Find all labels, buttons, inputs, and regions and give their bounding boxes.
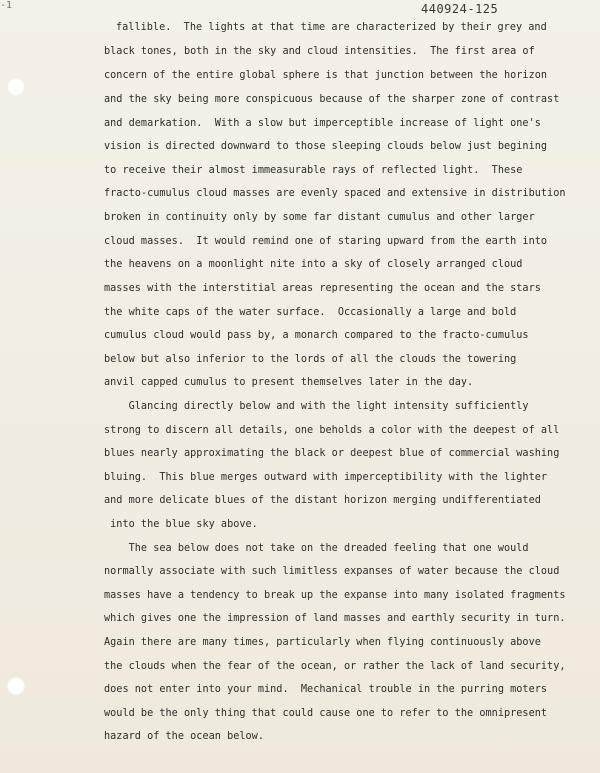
edge-mark: -1 <box>0 0 13 11</box>
text-line: fallible. The lights at that time are characterized by their grey and <box>116 22 547 33</box>
text-line: fracto-cumulus cloud masses are evenly spaced and extensive in distribution <box>104 188 566 199</box>
text-line: Glancing directly below and with the light intensity sufficiently <box>104 401 529 412</box>
text-line: and the sky being more conspicuous because of the sharper zone of contrast <box>104 94 560 105</box>
text-line: broken in continuity only by some far distant cumulus and other larger <box>104 212 535 223</box>
text-line: vision is directed downward to those sleeping clouds below just begining <box>104 141 548 152</box>
text-line: anvil capped cumulus to present themselves later in the day. <box>104 377 474 388</box>
text-line: masses with the interstitial areas representing the ocean and the stars <box>104 283 541 294</box>
text-line: The sea below does not take on the dreaded feeling that one would <box>104 543 529 554</box>
text-line: cumulus cloud would pass by, a monarch compared to the fracto-cumulus <box>104 330 529 341</box>
text-line: the heavens on a moonlight nite into a sky of closely arranged cloud <box>104 259 523 270</box>
text-line: does not enter into your mind. Mechanical trouble in the purring moters <box>104 684 548 695</box>
text-line: bluing. This blue merges outward with imperceptibility with the lighter <box>104 472 548 483</box>
text-line: the white caps of the water surface. Occasionally a large and bold <box>104 307 517 318</box>
text-line: concern of the entire global sphere is that junction between the horizon <box>104 70 548 81</box>
text-line: masses have a tendency to break up the expanse into many isolated fragments <box>104 590 566 601</box>
text-line: would be the only thing that could cause one to refer to the omnipresent <box>104 708 548 719</box>
text-line: the clouds when the fear of the ocean, or rather the lack of land security, <box>104 661 566 672</box>
text-line: and demarkation. With a slow but imperceptible increase of light one's <box>104 118 541 129</box>
text-line: normally associate with such limitless expanses of water because the cloud <box>104 566 560 577</box>
text-line: black tones, both in the sky and cloud intensities. The first area of <box>104 46 535 57</box>
text-line: into the blue sky above. <box>104 519 258 530</box>
text-line: which gives one the impression of land masses and earthly security in turn. <box>104 613 566 624</box>
text-line: Again there are many times, particularly when flying continuously above <box>104 637 541 648</box>
text-line: to receive their almost immeasurable rays of reflected light. These <box>104 165 523 176</box>
text-line: and more delicate blues of the distant horizon merging undifferentiated <box>104 495 541 506</box>
text-line: below but also inferior to the lords of all the clouds the towering <box>104 354 517 365</box>
text-line: hazard of the ocean below. <box>104 731 264 742</box>
text-line: cloud masses. It would remind one of staring upward from the earth into <box>104 236 548 247</box>
text-line: strong to discern all details, one beholds a color with the deepest of all <box>104 425 560 436</box>
text-line: blues nearly approximating the black or deepest blue of commercial washing <box>104 448 560 459</box>
document-id: 440924-125 <box>421 2 499 16</box>
